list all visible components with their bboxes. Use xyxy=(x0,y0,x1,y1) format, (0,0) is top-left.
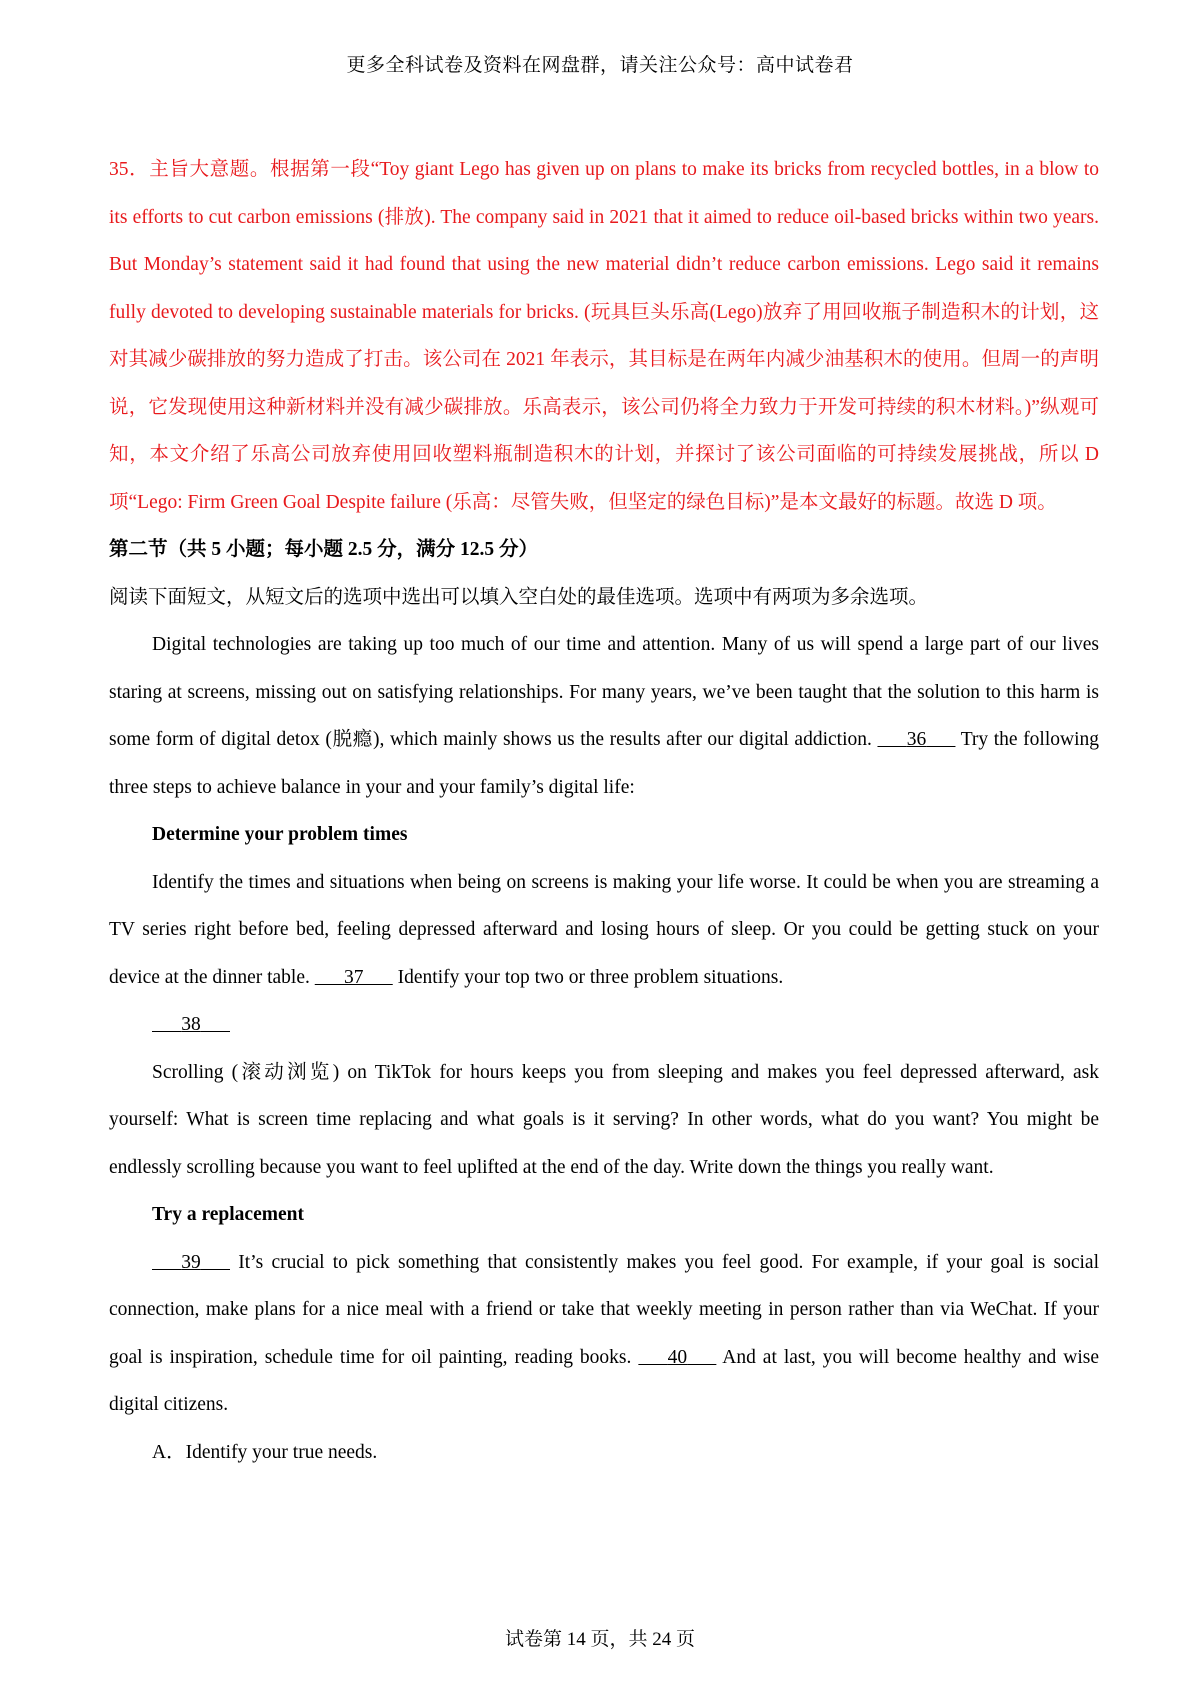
section-title: 第二节（共 5 小题；每小题 2.5 分，满分 12.5 分） xyxy=(109,539,539,560)
paragraph-text: Digital technologies are taking up too much of our time and attention. Many of us will spend a large part of our lives staring at screens, missing out on satisfying relationships. For many years, we’ve been taught that the solution to this harm is some form of digital detox (脱瘾), which mainly shows us the results after our digital addiction. xyxy=(109,634,1099,750)
passage-paragraph-3: Scrolling (滚动浏览) on TikTok for hours keeps you from sleeping and makes you feel depressed afterward, ask yourself: What is screen time replacing and what goals is it serving? In other words, what do you want? You might be endlessly scrolling because you want to feel uplifted at the end of the day. Write down the things you really want. xyxy=(109,1061,1099,1178)
page-header: 更多全科试卷及资料在网盘群，请关注公众号：高中试卷君 xyxy=(346,55,854,76)
passage-paragraph-1 xyxy=(109,621,1099,811)
paragraph-text: Identify your top two or three problem situations. xyxy=(397,966,784,988)
section-instruction: 阅读下面短文，从短文后的选项中选出可以填入空白处的最佳选项。选项中有两项为多余选项。 xyxy=(109,586,929,608)
subheading-problem-times: Determine your problem times xyxy=(152,824,408,845)
subheading-replacement: Try a replacement xyxy=(152,1204,304,1225)
blank-40 xyxy=(638,1347,716,1368)
blank-37 xyxy=(315,967,393,988)
blank-36 xyxy=(877,729,955,750)
paragraph-text: And at last, you will become healthy and wise digital citizens. xyxy=(109,1346,1100,1415)
page-content xyxy=(109,146,1099,1476)
passage-paragraph-2 xyxy=(109,859,1099,1002)
blank-39 xyxy=(152,1252,230,1273)
answer-explanation-35: 35．主旨大意题。根据第一段“Toy giant Lego has given up on plans to make its bricks from recycled bottles, in a blow to its efforts to cut carbon emissions (排放). The company said in 2021 that it aimed to reduce oil-based bricks within two years. But Monday’s statement said it had found that using the new material didn’t reduce carbon emissions. Lego said it remains fully devoted to developing sustainable materials for bricks. (玩具巨头乐高(Lego)放弃了用回收瓶子制造积木的计划，这对其减少碳排放的努力造成了打击。该公司在 2021 年表示，其目标是在两年内减少油基积木的使用。但周一的声明说，它发现使用这种新材料并没有减少碳排放。乐高表示，该公司仍将全力致力于开发可持续的积木材料。)”纵观可知，本文介绍了乐高公司放弃使用回收塑料瓶制造积木的计划，并探讨了该公司面临的可持续发展挑战，所以 D 项“Lego: Firm Green Goal Despite failure (乐高：尽管失败，但坚定的绿色目标)”是本文最好的标题。故选 D 项。 xyxy=(109,159,1099,513)
blank-number: 38 xyxy=(181,1014,201,1035)
paragraph-text: It’s crucial to pick something that consistently makes you feel good. For example, if your goal is social connection, make plans for a nice meal with a friend or take that weekly meeting in person rather than via WeChat. If your goal is inspiration, schedule time for oil painting, reading books. xyxy=(109,1251,1099,1368)
paragraph-text: Identify the times and situations when being on screens is making your life worse. It could be when you are streaming a TV series right before bed, feeling depressed afterward and losing hours of sleep. Or you could be getting stuck on your device at the dinner table. xyxy=(109,871,1099,988)
passage-paragraph-4 xyxy=(109,1239,1099,1429)
page-footer: 试卷第 14 页，共 24 页 xyxy=(504,1629,695,1650)
blank-number: 37 xyxy=(344,966,364,988)
blank-number: 40 xyxy=(667,1346,688,1368)
option-a: A．Identify your true needs. xyxy=(152,1441,378,1463)
paragraph-text: Try the following three steps to achieve balance in your and your family’s digital life: xyxy=(109,729,1099,798)
blank-38-line xyxy=(109,1001,1099,1049)
blank-number: 39 xyxy=(181,1251,201,1273)
blank-number: 36 xyxy=(906,729,927,750)
blank-38 xyxy=(152,1014,230,1035)
